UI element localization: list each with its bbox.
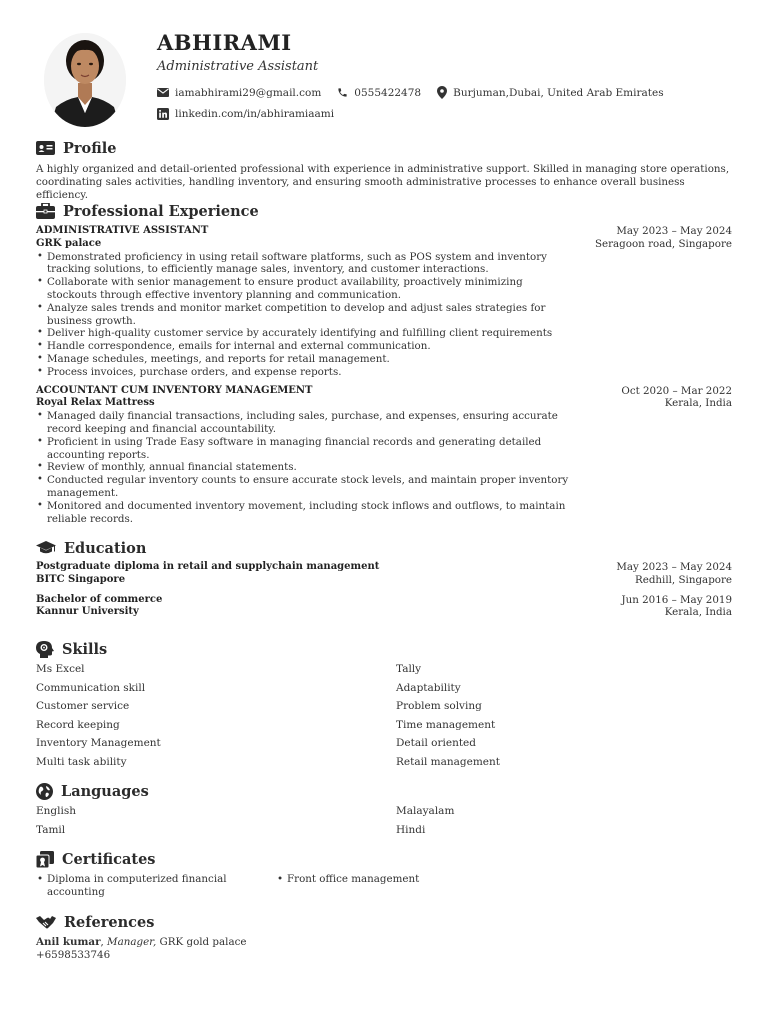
- certificate-column: [276, 873, 419, 899]
- handshake-icon: [36, 915, 56, 930]
- briefcase-icon: [36, 203, 55, 219]
- reference-entry: [36, 936, 732, 949]
- linkedin-icon: [157, 108, 169, 120]
- languages-section: [36, 781, 732, 839]
- skill-item: Ms Excel: [36, 663, 85, 675]
- bullet-item: • Demonstrated proficiency in using retail software platforms, such as POS system and inventory tracking solutions, to efficiently manage sales, inventory, and customer interactions.: [36, 251, 571, 277]
- bullet-item: • Process invoices, purchase orders, and expense reports.: [36, 366, 571, 379]
- profile-heading: [36, 138, 732, 158]
- education-section: [36, 538, 732, 619]
- phone-icon: [337, 87, 348, 98]
- bullet-item: • Deliver high-quality customer service by accurately identifying and fulfilling client requirements: [36, 327, 571, 340]
- certificate-column: [36, 873, 276, 899]
- bullet-item: • Conducted regular inventory counts to ensure accurate stock levels, and maintain proper inventory management.: [36, 474, 571, 500]
- job-entry: [36, 225, 732, 379]
- skill-item: Multi task ability: [36, 755, 127, 768]
- job-dates: May 2023 – May 2024: [616, 225, 732, 237]
- school-name: Kannur University: [36, 606, 139, 618]
- reference-position: Manager,: [107, 936, 157, 948]
- job-role: ADMINISTRATIVE ASSISTANT: [36, 225, 209, 236]
- references-title: References: [64, 913, 155, 931]
- candidate-name: ABHIRAMI: [157, 30, 292, 55]
- job-entry: [36, 385, 732, 526]
- contact-row-2: [157, 108, 350, 120]
- bullet-item: • Handle correspondence, emails for internal and external communication.: [36, 340, 571, 353]
- skills-heading: [36, 639, 732, 659]
- skill-item: Retail management: [396, 755, 500, 768]
- education-heading: [36, 538, 732, 558]
- degree-name: Postgraduate diploma in retail and supplychain management: [36, 561, 380, 572]
- reference-company: GRK gold palace: [159, 936, 247, 948]
- bullet-item: • Monitored and documented inventory movement, including stock inflows and outflows, to maintain reliable records.: [36, 500, 571, 526]
- location-pin-icon: [437, 86, 447, 99]
- job-location: Kerala, India: [664, 397, 732, 410]
- experience-section: [36, 201, 732, 525]
- reference-phone: +6598533746: [36, 948, 111, 961]
- references-heading: [36, 912, 732, 932]
- graduation-cap-icon: [36, 541, 56, 555]
- skills-title: Skills: [62, 640, 108, 658]
- experience-heading: [36, 201, 732, 221]
- job-bullets: [36, 410, 571, 525]
- education-entry: [36, 561, 732, 587]
- skill-item: Adaptability: [396, 681, 461, 694]
- skills-grid: [36, 660, 732, 771]
- bullet-item: • Review of monthly, annual financial statements.: [36, 461, 571, 474]
- certificate-item: • Diploma in computerized financial accounting: [36, 873, 236, 899]
- certificates-section: [36, 849, 732, 899]
- skills-section: [36, 639, 732, 771]
- references-section: [36, 912, 732, 962]
- bullet-item: • Proficient in using Trade Easy software in managing financial records and generating detailed accounting reports.: [36, 436, 571, 462]
- school-name: BITC Singapore: [36, 573, 126, 585]
- languages-title: Languages: [61, 782, 149, 800]
- experience-title: Professional Experience: [63, 202, 259, 220]
- resume-header: [0, 0, 768, 135]
- candidate-title: Administrative Assistant: [157, 59, 319, 74]
- email-contact[interactable]: [157, 87, 321, 99]
- job-company: GRK palace: [36, 237, 102, 249]
- profile-section: [36, 138, 732, 201]
- bullet-item: • Managed daily financial transactions, including sales, purchase, and expenses, ensuring accurate record keeping and financial accountability.: [36, 410, 571, 436]
- job-location: Seragoon road, Singapore: [594, 237, 732, 250]
- certificate-icon: [36, 851, 54, 868]
- linkedin-text: linkedin.com/in/abhiramiaami: [175, 108, 335, 120]
- globe-icon: [36, 783, 53, 800]
- job-role: ACCOUNTANT CUM INVENTORY MANAGEMENT: [36, 384, 313, 396]
- reference-name: Anil kumar: [36, 936, 101, 948]
- profile-summary: A highly organized and detail-oriented professional with experience in administrative support. Skilled in managing store operations, coordinating sales activities, handling inventory, and ensuring smooth administrative processes to enhance overall business efficiency.: [36, 163, 730, 201]
- language-item: Malayalam: [396, 805, 455, 817]
- job-company: Royal Relax Mattress: [36, 397, 155, 409]
- skill-item: Customer service: [36, 700, 130, 712]
- education-title: Education: [64, 539, 147, 557]
- skill-item: Time management: [396, 718, 496, 731]
- email-text: iamabhirami29@gmail.com: [175, 86, 322, 99]
- location-contact: [437, 86, 664, 99]
- skill-item: Detail oriented: [396, 737, 476, 749]
- skill-item: Problem solving: [396, 700, 482, 712]
- education-dates: May 2023 – May 2024: [616, 561, 732, 573]
- phone-text: 0555422478: [354, 86, 422, 99]
- skill-item: Record keeping: [36, 718, 120, 731]
- bullet-item: • Analyze sales trends and monitor market competition to develop and adjust sales strategies for business growth.: [36, 302, 571, 328]
- degree-name: Bachelor of commerce: [36, 593, 163, 605]
- linkedin-contact[interactable]: [157, 108, 334, 120]
- education-dates: Jun 2016 – May 2019: [621, 593, 732, 606]
- skill-item: Inventory Management: [36, 737, 161, 749]
- language-item: Tamil: [36, 823, 66, 836]
- reference-separator: ,: [100, 936, 108, 948]
- job-bullets: [36, 251, 571, 379]
- location-text: Burjuman,Dubai, United Arab Emirates: [453, 86, 664, 99]
- bullet-item: • Collaborate with senior management to ensure product availability, proactively minimizing stockouts through effective inventory planning and communication.: [36, 276, 571, 302]
- education-location: Redhill, Singapore: [634, 573, 732, 586]
- job-dates: Oct 2020 – Mar 2022: [621, 384, 732, 397]
- bullet-item: • Manage schedules, meetings, and reports for retail management.: [36, 353, 571, 366]
- certificates-list: [36, 873, 732, 899]
- language-item: English: [36, 805, 77, 817]
- skill-item: Tally: [396, 663, 422, 675]
- profile-photo: [44, 33, 126, 127]
- envelope-icon: [157, 88, 169, 97]
- certificates-title: Certificates: [62, 850, 156, 868]
- certificate-item: • Front office management: [276, 873, 419, 886]
- languages-grid: [36, 802, 732, 839]
- profile-title: Profile: [63, 139, 117, 157]
- brain-head-icon: [36, 641, 54, 658]
- languages-heading: [36, 781, 732, 801]
- language-item: Hindi: [396, 823, 426, 836]
- certificates-heading: [36, 849, 732, 869]
- phone-contact[interactable]: [337, 87, 421, 99]
- education-entry: [36, 594, 732, 620]
- education-location: Kerala, India: [664, 606, 732, 619]
- skill-item: Communication skill: [36, 681, 146, 694]
- contact-row-1: [157, 86, 680, 99]
- id-card-icon: [36, 141, 55, 155]
